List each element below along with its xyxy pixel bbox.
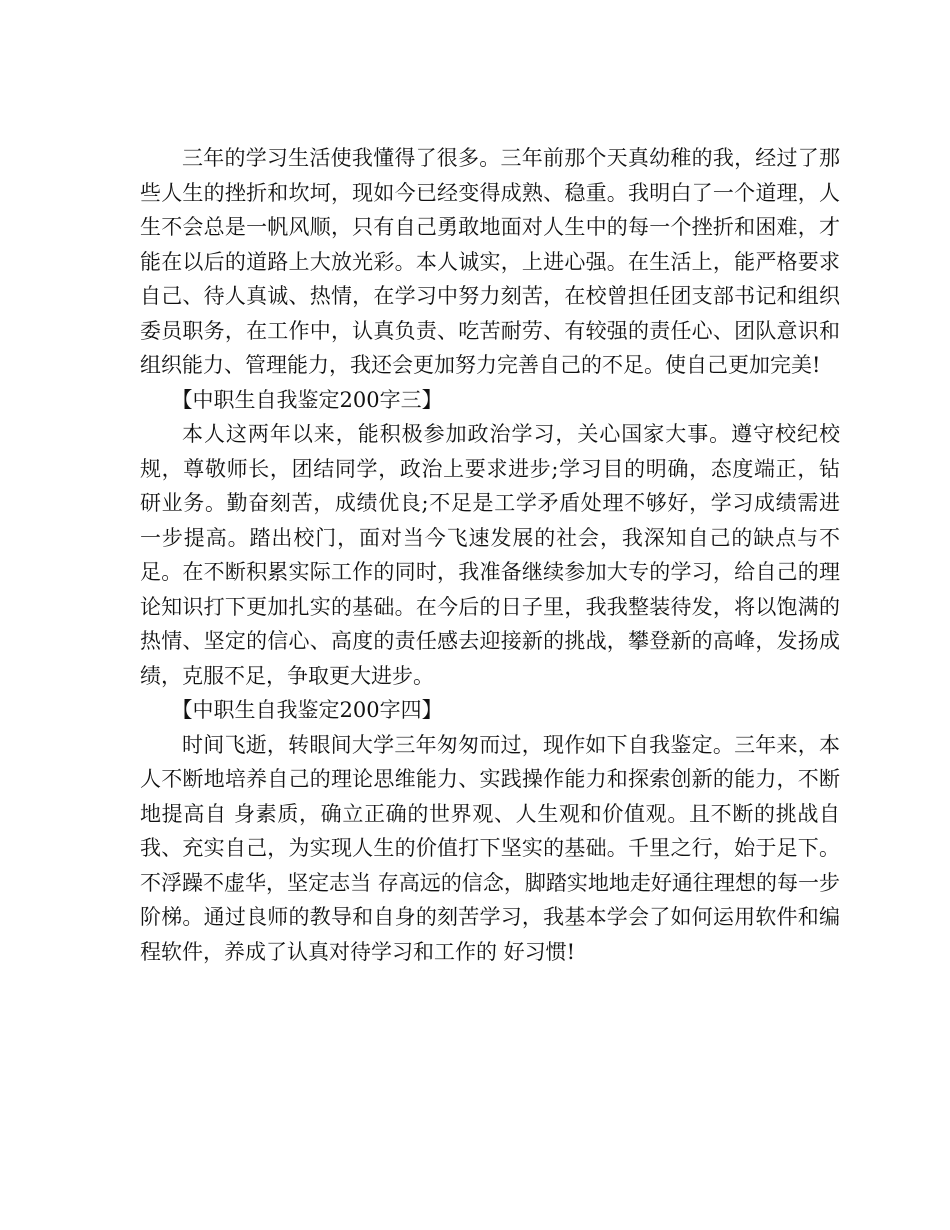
body-paragraph-3: 时间飞逝，转眼间大学三年匆匆而过，现作如下自我鉴定。三年来，本人不断地培养自己的理论思维能力、实践操作能力和探索创新的能力，不断地提高自 身素质，确立正确的世界观、人生观和价值观。且不断的挑战自我、充实自己，为实现人生的价值打下坚实的基础。千里之行，始于足下。不浮躁不虚华，坚定志当 存高远的信念，脚踏实地地走好通往理想的每一步阶梯。通过良师的教导和自身的刻苦学习，我基本学会了如何运用软件和编程软件，养成了认真对待学习和工作的 好习惯!	[140, 732, 840, 964]
document-body	[140, 141, 840, 969]
section-heading-4: 【中职生自我鉴定200字四】	[171, 698, 443, 722]
body-paragraph-2: 本人这两年以来，能积极参加政治学习，关心国家大事。遵守校纪校规，尊敬师长，团结同学，政治上要求进步;学习目的明确，态度端正，钻研业务。勤奋刻苦，成绩优良;不足是工学矛盾处理不够好，学习成绩需进一步提高。踏出校门，面对当今飞速发展的社会，我深知自己的缺点与不足。在不断积累实际工作的同时，我准备继续参加大专的学习，给自己的理论知识打下更加扎实的基础。在今后的日子里，我我整装待发，将以饱满的热情、坚定的信心、高度的责任感去迎接新的挑战，攀登新的高峰，发扬成绩，克服不足，争取更大进步。	[140, 422, 840, 688]
section-heading-3: 【中职生自我鉴定200字三】	[171, 387, 443, 412]
body-paragraph-1: 三年的学习生活使我懂得了很多。三年前那个天真幼稚的我，经过了那些人生的挫折和坎坷，现如今已经变得成熟、稳重。我明白了一个道理，人生不会总是一帆风顺，只有自己勇敢地面对人生中的每一个挫折和困难，才能在以后的道路上大放光彩。本人诚实，上进心强。在生活上，能严格要求自己、待人真诚、热情，在学习中努力刻苦，在校曾担任团支部书记和组织委员职务，在工作中，认真负责、吃苦耐劳、有较强的责任心、团队意识和组织能力、管理能力，我还会更加努力完善自己的不足。使自己更加完美!	[140, 146, 840, 377]
